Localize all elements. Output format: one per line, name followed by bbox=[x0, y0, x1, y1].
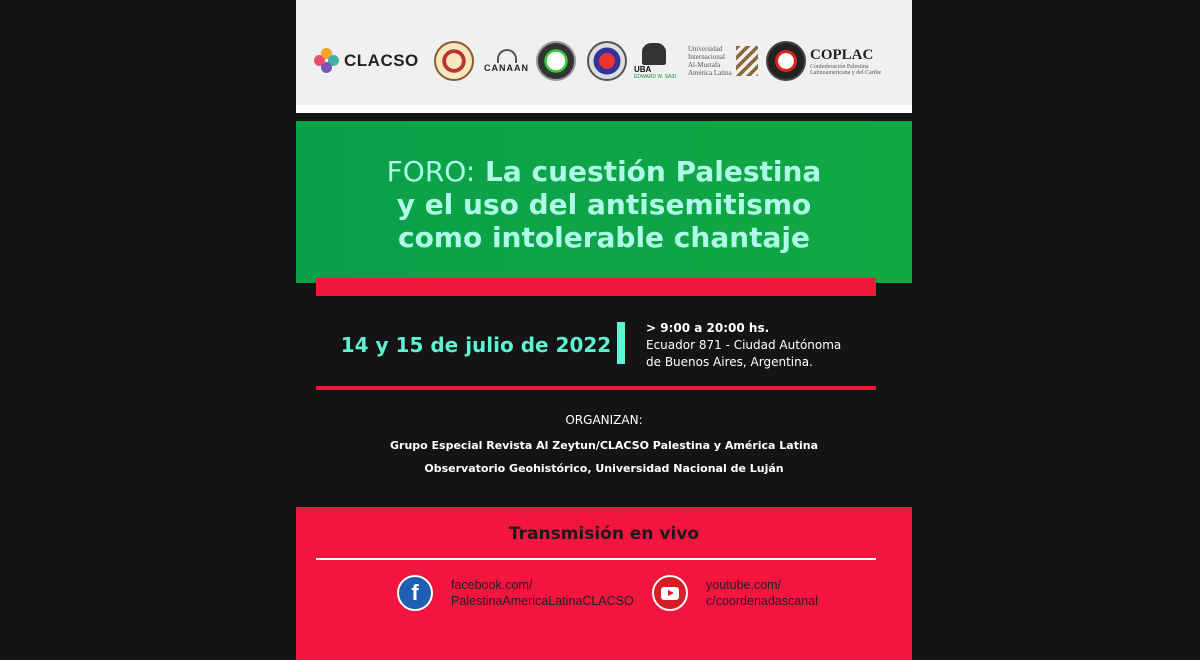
event-time-location bbox=[646, 320, 886, 371]
uba-said-logo bbox=[634, 38, 676, 84]
portrait-icon bbox=[642, 43, 666, 65]
event-time: > 9:00 a 20:00 hs. bbox=[646, 321, 770, 335]
title-block bbox=[296, 121, 912, 283]
event-date: 14 y 15 de julio de 2022 bbox=[340, 333, 612, 357]
seal-icon bbox=[434, 41, 474, 81]
logo-strip bbox=[296, 0, 912, 113]
facebook-link[interactable]: facebook.com/ PalestinaAmericaLatinaCLACSO bbox=[451, 578, 634, 608]
stream-title: Transmisión en vivo bbox=[508, 524, 700, 544]
coplac-logo-text: COPLAC bbox=[810, 46, 874, 63]
stream-block bbox=[296, 507, 912, 660]
university-seal-logo bbox=[434, 38, 474, 84]
event-poster bbox=[296, 0, 912, 660]
title-line-1: La cuestión Palestina bbox=[485, 155, 822, 188]
coplac-subtitle: Confederación Palestina Latinoamericana y del Caribe bbox=[810, 63, 882, 76]
facebook-icon: f bbox=[397, 575, 433, 611]
organizers-label: ORGANIZAN: bbox=[565, 413, 643, 427]
canaan-logo bbox=[484, 38, 529, 84]
red-divider-line bbox=[316, 386, 876, 390]
canaan-icon bbox=[497, 49, 517, 63]
edward-said-text: EDWARD W. SAID bbox=[634, 73, 677, 80]
organizer-2: Observatorio Geohistórico, Universidad Nacional de Luján bbox=[424, 462, 784, 475]
palestine-emblem-icon bbox=[536, 41, 576, 81]
palestine-logo bbox=[536, 38, 576, 84]
clacso-mark-icon bbox=[314, 48, 340, 74]
clacso-logo bbox=[314, 38, 419, 84]
youtube-link[interactable]: youtube.com/ c/coordenadascanal bbox=[706, 578, 818, 608]
title-line-2: y el uso del antisemitismo bbox=[396, 188, 812, 221]
youtube-icon bbox=[652, 575, 688, 611]
stream-divider bbox=[316, 558, 876, 560]
event-address-line-2: de Buenos Aires, Argentina. bbox=[646, 355, 813, 369]
title-line-3: como intolerable chantaje bbox=[397, 221, 811, 254]
organizer-1: Grupo Especial Revista Al Zeytun/CLACSO Palestina y América Latina bbox=[389, 439, 819, 452]
event-address-line-1: Ecuador 871 - Ciudad Autónoma bbox=[646, 338, 842, 352]
al-mustafa-logo bbox=[688, 38, 758, 84]
canaan-logo-text: CANAAN bbox=[484, 63, 529, 73]
forum-label: FORO: bbox=[386, 155, 476, 188]
forum-title bbox=[316, 155, 892, 254]
coplac-emblem-icon bbox=[766, 41, 806, 81]
observatorio-logo bbox=[587, 38, 627, 84]
coplac-logo bbox=[766, 38, 902, 84]
vertical-divider bbox=[617, 322, 625, 364]
uba-logo-text: UBA bbox=[634, 64, 652, 74]
red-divider-bar bbox=[316, 278, 876, 296]
al-mustafa-icon bbox=[736, 46, 758, 76]
al-mustafa-text: Universidad Internacional Al-Mustafa América Latina bbox=[688, 45, 732, 77]
clacso-logo-text: CLACSO bbox=[344, 51, 419, 70]
globe-icon bbox=[587, 41, 627, 81]
